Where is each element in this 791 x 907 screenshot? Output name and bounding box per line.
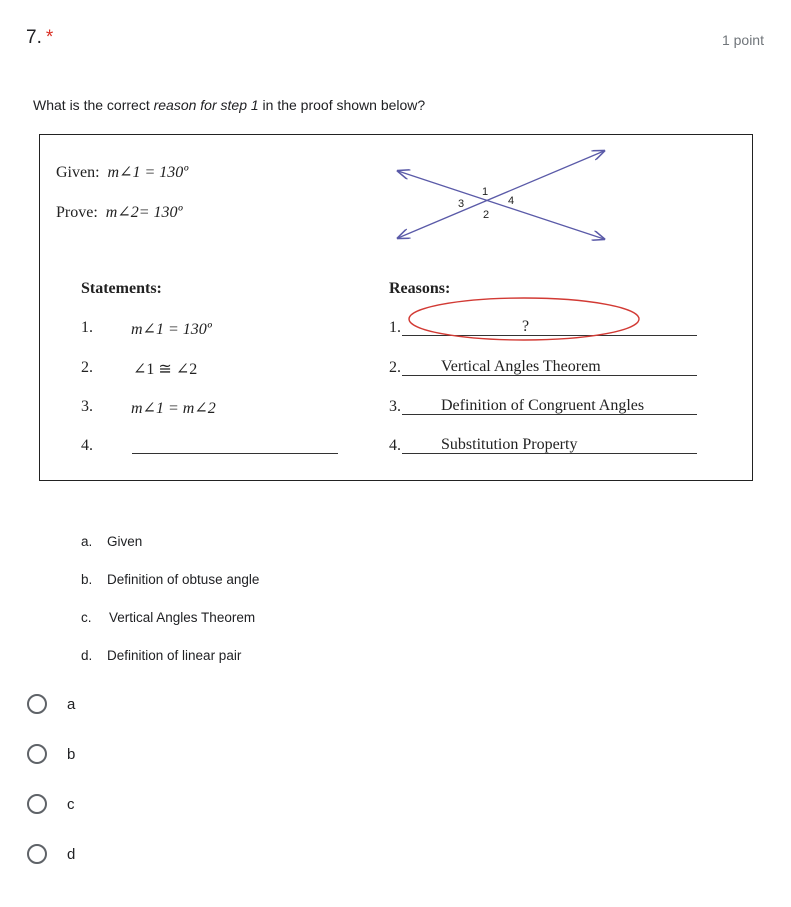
proof-image xyxy=(39,134,753,481)
statement-number: 4. xyxy=(81,437,93,454)
option-c[interactable] xyxy=(27,794,75,814)
radio-button-a[interactable] xyxy=(27,694,47,714)
choice-letter: d. xyxy=(81,648,93,663)
choice-text: Vertical Angles Theorem xyxy=(109,610,256,625)
statement-text: m∠1 = m∠2 xyxy=(131,400,216,417)
reason-text: Definition of Congruent Angles xyxy=(441,397,645,414)
option-a[interactable] xyxy=(27,694,75,714)
option-b[interactable] xyxy=(27,744,75,764)
choice-text-b xyxy=(81,572,259,587)
statement-number: 2. xyxy=(81,359,93,376)
option-d[interactable] xyxy=(27,844,75,864)
reason-number: 2. xyxy=(389,359,401,376)
radio-button-d[interactable] xyxy=(27,844,47,864)
reason-text: Substitution Property xyxy=(441,436,578,453)
question-text-emphasis: reason for step 1 xyxy=(153,97,259,113)
given-line xyxy=(56,162,188,182)
prove-line xyxy=(56,202,183,222)
statement-blank-line xyxy=(132,453,338,454)
statement-text: m∠1 = 130º xyxy=(131,321,212,338)
choice-letter: b. xyxy=(81,572,93,587)
line-2 xyxy=(398,171,604,239)
angle-label-4: 4 xyxy=(508,195,515,207)
choice-letter: a. xyxy=(81,534,93,549)
question-text-suffix: in the proof shown below? xyxy=(258,97,426,113)
angle-label-1: 1 xyxy=(482,186,489,198)
statement-number: 3. xyxy=(81,398,93,415)
reason-number: 3. xyxy=(389,398,401,415)
points-label: 1 point xyxy=(721,32,764,48)
angle-label-3: 3 xyxy=(458,198,465,210)
required-marker: * xyxy=(45,27,54,48)
line-1 xyxy=(398,151,604,238)
angle-diagram xyxy=(390,143,620,248)
prove-expression: m∠2= 130º xyxy=(105,204,183,221)
choice-text: Given xyxy=(107,534,143,549)
option-label[interactable]: b xyxy=(67,745,76,763)
angle-label-2: 2 xyxy=(483,209,490,221)
choice-text-c xyxy=(81,610,255,625)
statements-header: Statements: xyxy=(81,280,162,297)
radio-button-b[interactable] xyxy=(27,744,47,764)
question-text-prefix: What is the correct xyxy=(33,97,154,113)
prove-label: Prove: xyxy=(56,204,98,221)
statement-number: 1. xyxy=(81,319,93,336)
reason-number: 1. xyxy=(389,319,401,336)
choice-text-d xyxy=(81,648,241,663)
choice-text: Definition of linear pair xyxy=(107,648,242,663)
reason-text: Vertical Angles Theorem xyxy=(441,358,601,375)
choice-letter: c. xyxy=(81,610,92,625)
option-label[interactable]: a xyxy=(67,695,76,713)
statement-text: ∠1 ≅ ∠2 xyxy=(133,361,198,378)
choice-text: Definition of obtuse angle xyxy=(107,572,260,587)
reason-text-unknown: ? xyxy=(522,318,530,335)
choice-text-a xyxy=(81,534,142,549)
question-text xyxy=(33,97,425,113)
option-label[interactable]: c xyxy=(67,795,75,813)
given-label: Given: xyxy=(56,164,100,181)
radio-button-c[interactable] xyxy=(27,794,47,814)
reason-number: 4. xyxy=(389,437,401,454)
question-number-text: 7. xyxy=(26,27,42,48)
highlight-ellipse xyxy=(406,295,642,343)
option-label[interactable]: d xyxy=(67,845,76,863)
given-expression: m∠1 = 130º xyxy=(107,164,189,181)
reasons-header: Reasons: xyxy=(389,280,451,297)
question-number xyxy=(26,27,53,49)
